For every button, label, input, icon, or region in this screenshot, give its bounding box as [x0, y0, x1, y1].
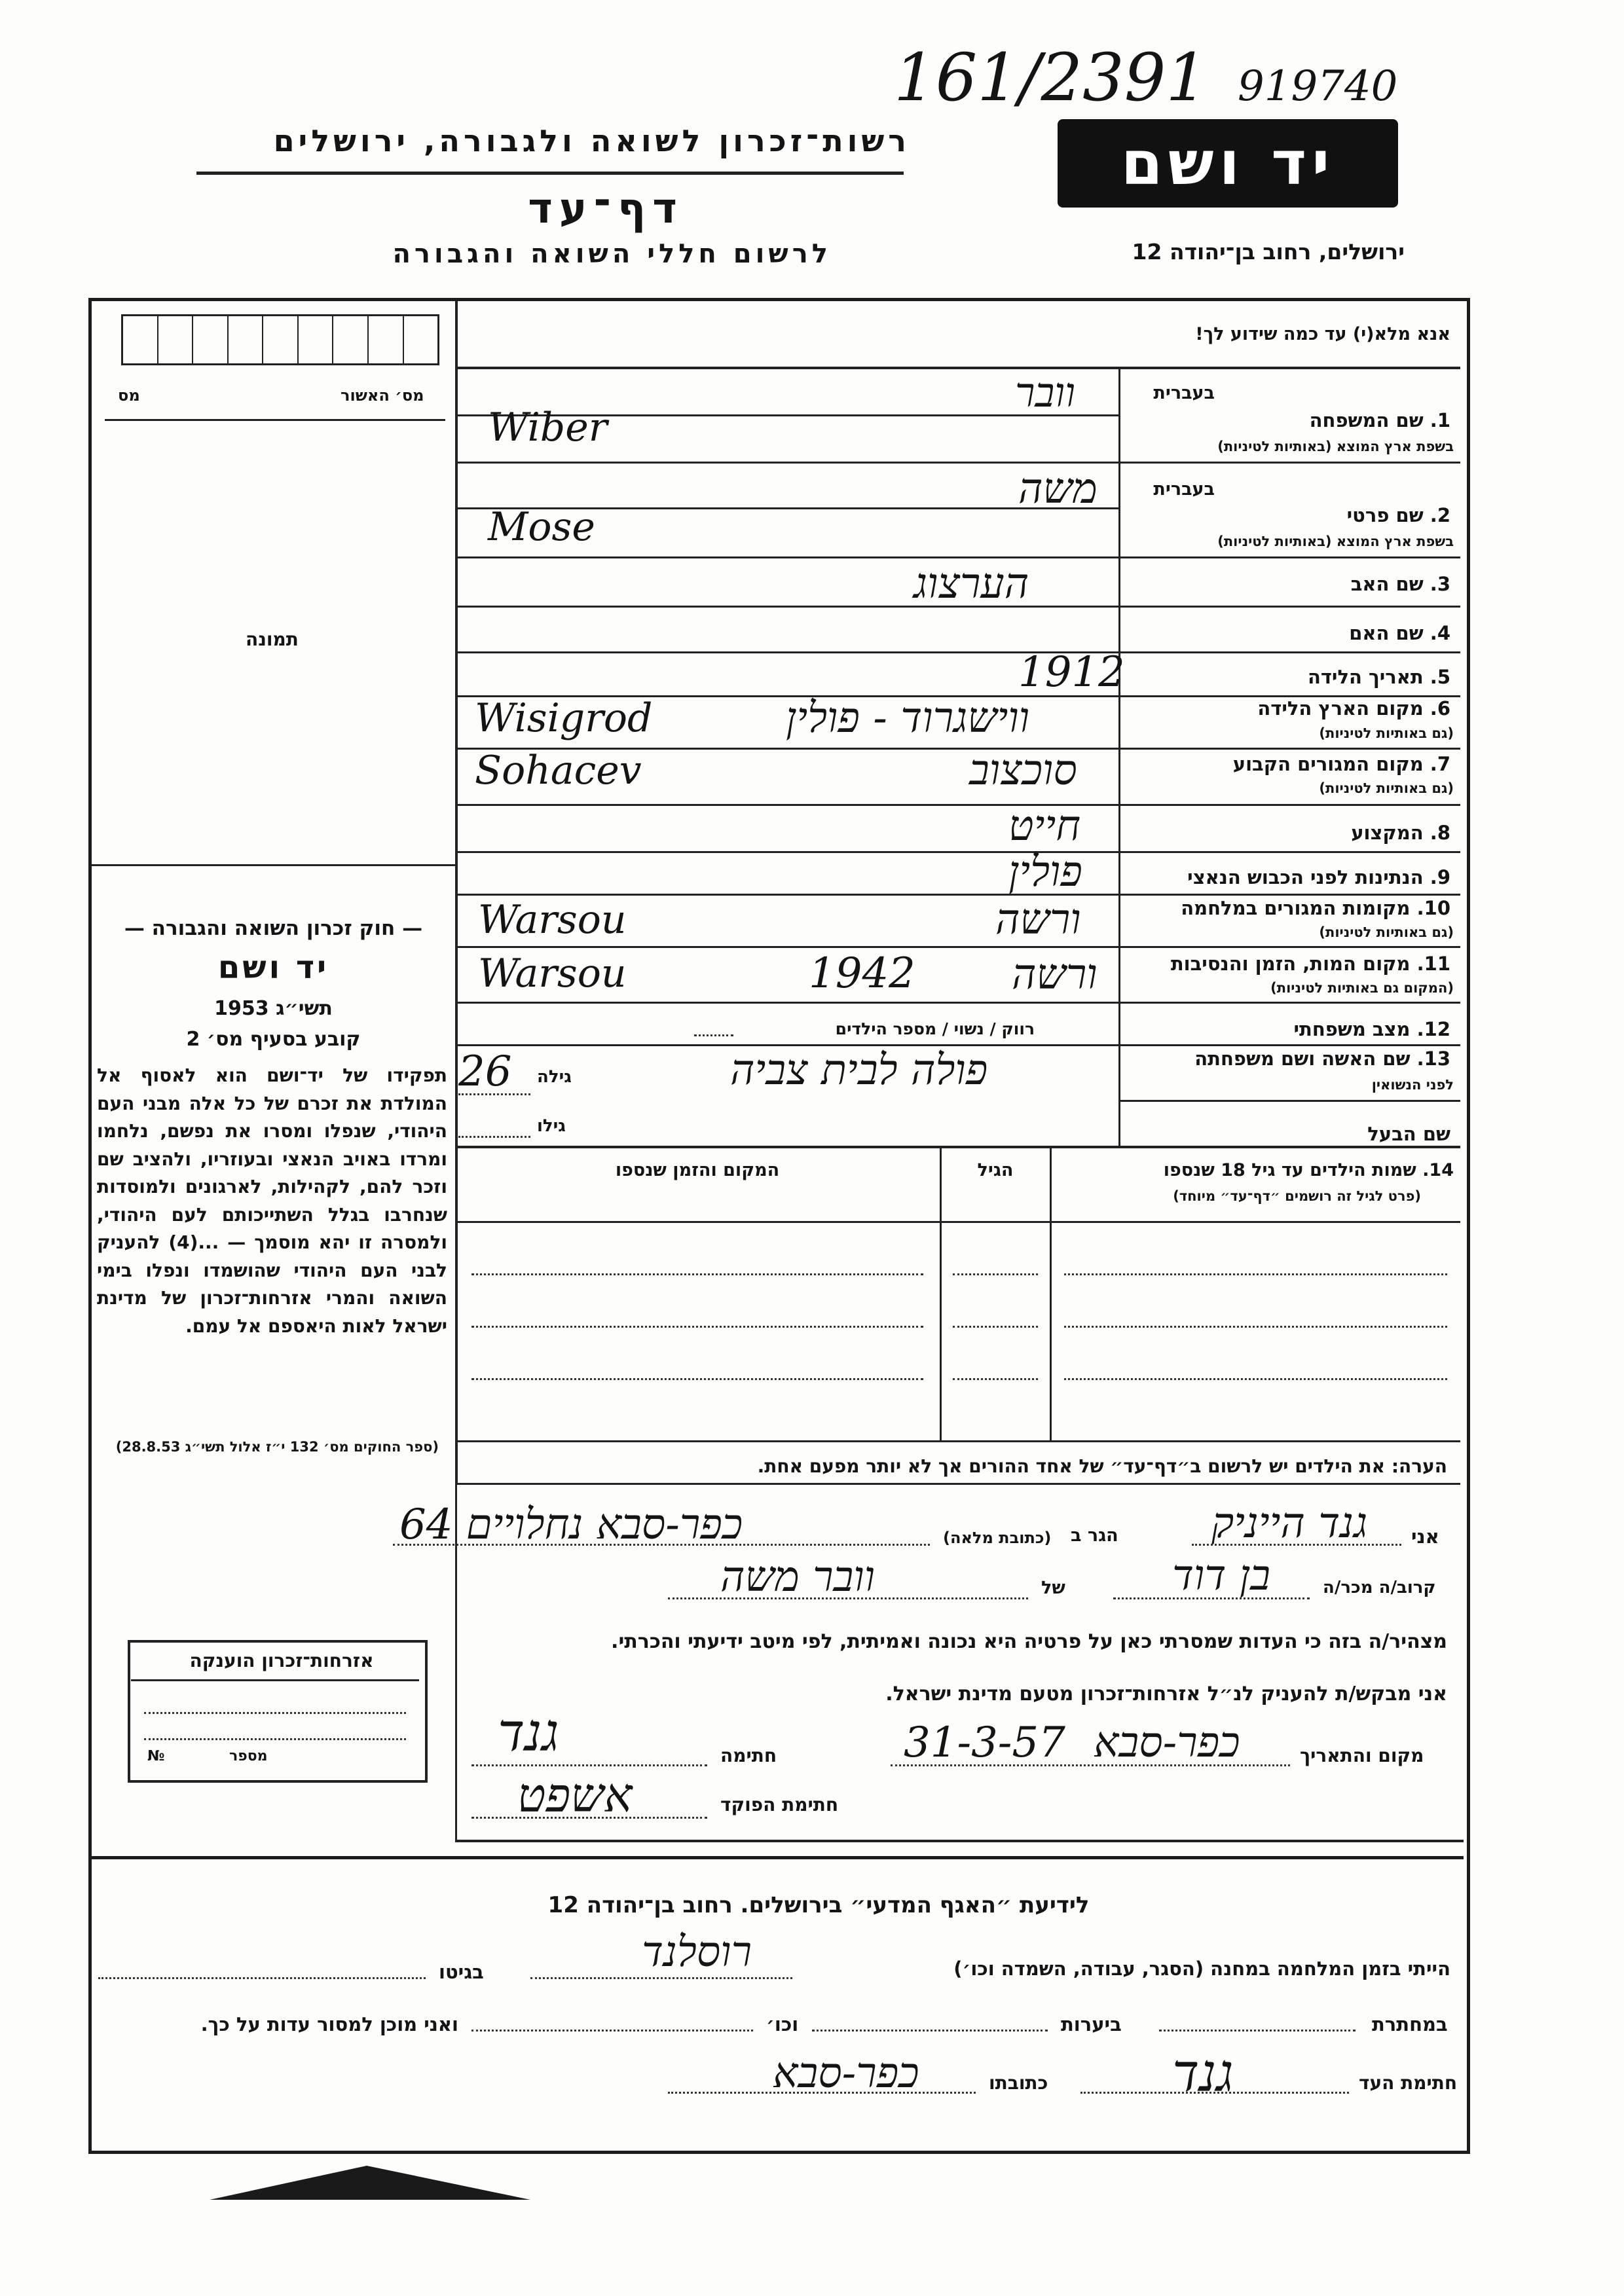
authority-underline	[196, 172, 904, 175]
dotted-line	[694, 1034, 733, 1036]
children-divider-2	[940, 1146, 942, 1440]
in-hebrew-2: בעברית	[1153, 479, 1215, 500]
row-line	[455, 946, 1460, 948]
dotted-line	[458, 1136, 530, 1138]
dotted-line	[953, 1326, 1038, 1328]
info-etc: וכו׳	[766, 2013, 799, 2035]
row-line	[455, 894, 1460, 896]
info-ready: ואני מוכן למסור עדות על כך.	[200, 2013, 458, 2035]
field-family-status-label: 12. מצב משפחתי	[1293, 1018, 1450, 1040]
info-address: כפר-סבא	[773, 2049, 919, 2098]
residence-latin: Sohacev	[475, 748, 642, 793]
wife-name: פולה לבית צביה	[730, 1046, 988, 1095]
dotted-line	[1113, 1597, 1310, 1599]
yad-vashem-logo: יד ושם	[1058, 119, 1398, 208]
husband-age-label: גילו	[537, 1116, 566, 1136]
decl-date: 31-3-57	[904, 1719, 1065, 1767]
field-profession-label: 8. המקצוע	[1351, 822, 1450, 844]
archive-ref-number: 161/2391	[894, 39, 1208, 116]
row-line	[455, 804, 1460, 806]
row-line	[455, 851, 1460, 853]
dotted-line	[471, 1764, 707, 1766]
certificate-line-2	[144, 1738, 406, 1740]
decl-full-address: (כתובת מלאה)	[943, 1529, 1052, 1547]
row-line	[455, 1002, 1460, 1004]
family-status-options: רווק / נשוי / מספר הילדים	[835, 1019, 1035, 1038]
approval-digit-boxes	[121, 314, 439, 365]
field-husband-label: שם הבעל	[1367, 1123, 1450, 1145]
dotted-line	[668, 1597, 1028, 1599]
field-residence-label: 7. מקום המגורים הקבוע	[1232, 753, 1450, 775]
decl-relative: קרוב/ה מכר/ה	[1323, 1578, 1436, 1597]
birthplace-hebrew: ווישגרוד - פולין	[786, 694, 1030, 742]
info-camp-value: רוסלנד	[642, 1928, 752, 1977]
law-title: — חוק זכרון השואה והגבורה —	[124, 917, 423, 940]
surname-hebrew: וובר	[1015, 369, 1076, 416]
info-camp-line: הייתי בזמן המלחמה במחנה (הסגר, עבודה, השמדה וכו׳)	[953, 1958, 1450, 1980]
witness-address: כפר-סבא נחלויים 64	[399, 1501, 743, 1549]
birth-year: 1912	[1018, 648, 1125, 697]
info-witness-sig-label: חתימת העד	[1359, 2072, 1458, 2094]
archive-ref-number-2: 919740	[1238, 62, 1398, 111]
field-mother-label: 4. שם האם	[1349, 622, 1450, 644]
approval-line	[105, 419, 445, 421]
declaration-divider	[455, 1483, 457, 1840]
children-note: הערה: את הילדים יש לרשום ב״דף־עד״ של אחד ההורים אך לא יותר מפעם אחת.	[757, 1455, 1447, 1477]
father-name: הערצוג	[913, 560, 1029, 608]
row-line	[455, 1483, 1460, 1485]
dotted-line	[458, 1093, 530, 1095]
form-title: דף־עד	[528, 185, 684, 233]
field-firstname-label: 2. שם פרטי	[1346, 504, 1450, 526]
dotted-line	[471, 1378, 923, 1380]
decl-resides: הגר ב	[1071, 1525, 1118, 1546]
field-father-label: 3. שם האב	[1350, 573, 1450, 595]
dotted-line	[1080, 2092, 1349, 2094]
field-children-note: (פרט לגיל זה רושמים ״דף־עד״ מיוחד)	[1173, 1188, 1421, 1204]
decl-statement: מצהיר/ה בזה כי העדות שמסרתי כאן על פרטיה היא נכונה ואמיתית, לפי מיטב ידיעתי והכרתי.	[611, 1630, 1447, 1653]
row-line	[455, 1221, 1460, 1223]
field-birthplace-label: 6. מקום הארץ הלידה	[1257, 697, 1450, 720]
certificate-title: אזרחות־זכרון הוענקה	[189, 1650, 374, 1671]
dotted-line	[891, 1764, 1290, 1766]
death-place-hebrew: ורשה	[1012, 951, 1098, 999]
decl-signature-label: חתימה	[720, 1745, 777, 1766]
clerk-signature: אשפט	[517, 1768, 633, 1823]
residence-hebrew: סוכצוב	[969, 746, 1077, 795]
info-heading: לידיעת ״האגף המדעי״ בירושלים. רחוב בן־יהודה 12	[547, 1892, 1090, 1918]
field-wife-note: לפני הנשואין	[1371, 1077, 1454, 1093]
death-place-latin: Warsou	[478, 951, 627, 996]
dotted-line	[471, 2030, 753, 2032]
profession: חייט	[1008, 802, 1081, 850]
dotted-line	[812, 2030, 1048, 2032]
row-line	[455, 651, 1460, 653]
field-wartime-note: (גם באותיות לטיניות)	[1319, 924, 1454, 940]
approval-label: מס׳ האשור	[341, 386, 424, 405]
dotted-line	[1064, 1378, 1447, 1380]
relation-of: וובר משה	[720, 1553, 876, 1601]
clerk-signature-label: חתימת הפוקד	[720, 1794, 839, 1815]
info-in-ghetto: בגיטו	[439, 1961, 484, 1983]
form-subtitle: לרשום חללי השואה והגבורה	[392, 239, 832, 269]
instruction-line	[455, 367, 1460, 369]
dotted-line	[471, 1817, 707, 1819]
field-children-label: 14. שמות הילדים עד גיל 18 שנספו	[1163, 1160, 1454, 1180]
field-birthplace-note: (גם באותיות לטיניות)	[1319, 725, 1454, 741]
row-line	[455, 1440, 1460, 1442]
wartime-hebrew: ורשה	[995, 896, 1081, 944]
children-divider-1	[1050, 1146, 1052, 1440]
decl-request: אני מבקש/ת להעניק לנ״ל אזרחות־זכרון מטעם מדינת ישראל.	[885, 1683, 1447, 1705]
dotted-line	[953, 1378, 1038, 1380]
field-residence-note: (גם באותיות לטיניות)	[1319, 780, 1454, 796]
birthplace-latin: Wisigrod	[475, 695, 653, 741]
dotted-line	[1064, 1273, 1447, 1275]
info-top-line	[88, 1856, 1464, 1859]
certificate-line-1	[144, 1712, 406, 1714]
address-header: ירושלים, רחוב בן־יהודה 12	[1132, 239, 1405, 264]
dotted-line	[471, 1273, 923, 1275]
dotted-line	[1192, 1544, 1401, 1546]
info-address-label: כתובתו	[989, 2072, 1048, 2094]
field-wartime-label: 10. מקומות המגורים במלחמה	[1181, 897, 1450, 919]
field-surname-label: 1. שם המשפחה	[1309, 409, 1450, 431]
photo-label: תמונה	[246, 629, 299, 650]
dotted-line	[1159, 2030, 1356, 2032]
field-death-note: (המקום גם באותיות לטיניות)	[1270, 980, 1454, 996]
certificate-no: №	[147, 1748, 165, 1764]
dotted-line	[1064, 1326, 1447, 1328]
field-surname-latin-note: בשפת ארץ המוצא (באותיות לטיניות)	[1217, 439, 1454, 454]
instruction: אנא מלא(י) עד כמה שידוע לך!	[1195, 324, 1450, 344]
firstname-hebrew: משה	[1018, 465, 1098, 513]
firstname-latin: Mose	[488, 504, 595, 550]
dotted-line	[668, 2092, 976, 2094]
children-age-column: הגיל	[977, 1160, 1014, 1180]
death-year: 1942	[809, 949, 915, 998]
photo-bottom-line	[92, 864, 455, 866]
labels-divider	[1118, 367, 1120, 1146]
relation: בן דוד	[1172, 1552, 1270, 1600]
field-firstname-latin-note: בשפת ארץ המוצא (באותיות לטיניות)	[1217, 534, 1454, 549]
decl-signature: גנד	[498, 1702, 559, 1763]
info-hiding: במחתרת	[1372, 2013, 1448, 2035]
dotted-line	[953, 1273, 1038, 1275]
surname-latin: Wiber	[488, 405, 608, 450]
wartime-latin: Warsou	[478, 897, 627, 943]
decl-place-date-label: מקום והתאריך	[1300, 1745, 1424, 1766]
law-year: תשי״ג 1953	[214, 997, 333, 1020]
children-place-column: המקום והזמן שנספו	[615, 1160, 780, 1180]
wife-age-label: גילה	[537, 1067, 572, 1087]
approval-no: מס	[118, 386, 140, 405]
field-wife-label: 13. שם האשה ושם משפחתה	[1194, 1048, 1450, 1070]
dotted-line	[98, 1977, 426, 1979]
info-witness-sig: גנד	[1172, 2043, 1234, 2104]
info-forest: ביערות	[1061, 2013, 1122, 2035]
decl-of: של	[1041, 1578, 1065, 1598]
nationality: פולין	[1008, 848, 1082, 896]
law-source: (ספר החוקים מס׳ 132 י״ז אלול תשי״ג 28.8.53)	[115, 1439, 439, 1455]
row-line	[455, 1840, 1464, 1842]
dotted-line	[530, 1977, 792, 1979]
certificate-title-line	[131, 1679, 419, 1681]
decl-place: כפר-סבא	[1094, 1719, 1240, 1767]
certificate-number-label: מספר	[229, 1748, 268, 1764]
dotted-line	[471, 1326, 923, 1328]
row-line	[455, 462, 1460, 464]
decl-i: אני	[1411, 1525, 1439, 1548]
wife-age: 26	[458, 1048, 512, 1096]
bottom-wedge-mark	[210, 2160, 537, 2213]
field-birthdate-label: 5. תאריך הלידה	[1307, 666, 1450, 688]
law-text: תפקידו של יד־ושם הוא לאסוף אל המולדת את זכרם של כל אלה מבני העם היהודי, שנפלו ומסרו את נפשם, נלחמו ומרדו באויב הנאצי ובעוזריו, ולהציב שם וזכר להם, לקהילות, לארגונים ולמוסדות שנחרבו בגלל השתייכותם לעם היהודי, ולמסרה זו יהא מוסמך — ...(4) להעניק לבני העם היהודי שהושמדו ונפלו בימי השואה והמרי אזרחות־זכרון של מדינת ישראל לאות היאספם אל עמם.	[97, 1065, 447, 1337]
field-nationality-label: 9. הנתינות לפני הכבוש הנאצי	[1187, 866, 1450, 888]
row-line	[455, 556, 1460, 558]
law-name: יד ושם	[217, 949, 329, 986]
field-death-label: 11. מקום המות, הזמן והנסיבות	[1170, 953, 1450, 975]
row-line	[455, 606, 1460, 608]
dotted-line	[393, 1544, 930, 1546]
witness-name: גנד הייניק	[1211, 1499, 1368, 1548]
in-hebrew-1: בעברית	[1153, 383, 1215, 403]
law-section: קובע בסעיף מס׳ 2	[186, 1028, 361, 1051]
row-line	[1120, 1100, 1460, 1102]
row-line	[455, 1146, 1460, 1148]
authority-line: רשות־זכרון לשואה ולגבורה, ירושלים	[273, 123, 910, 158]
